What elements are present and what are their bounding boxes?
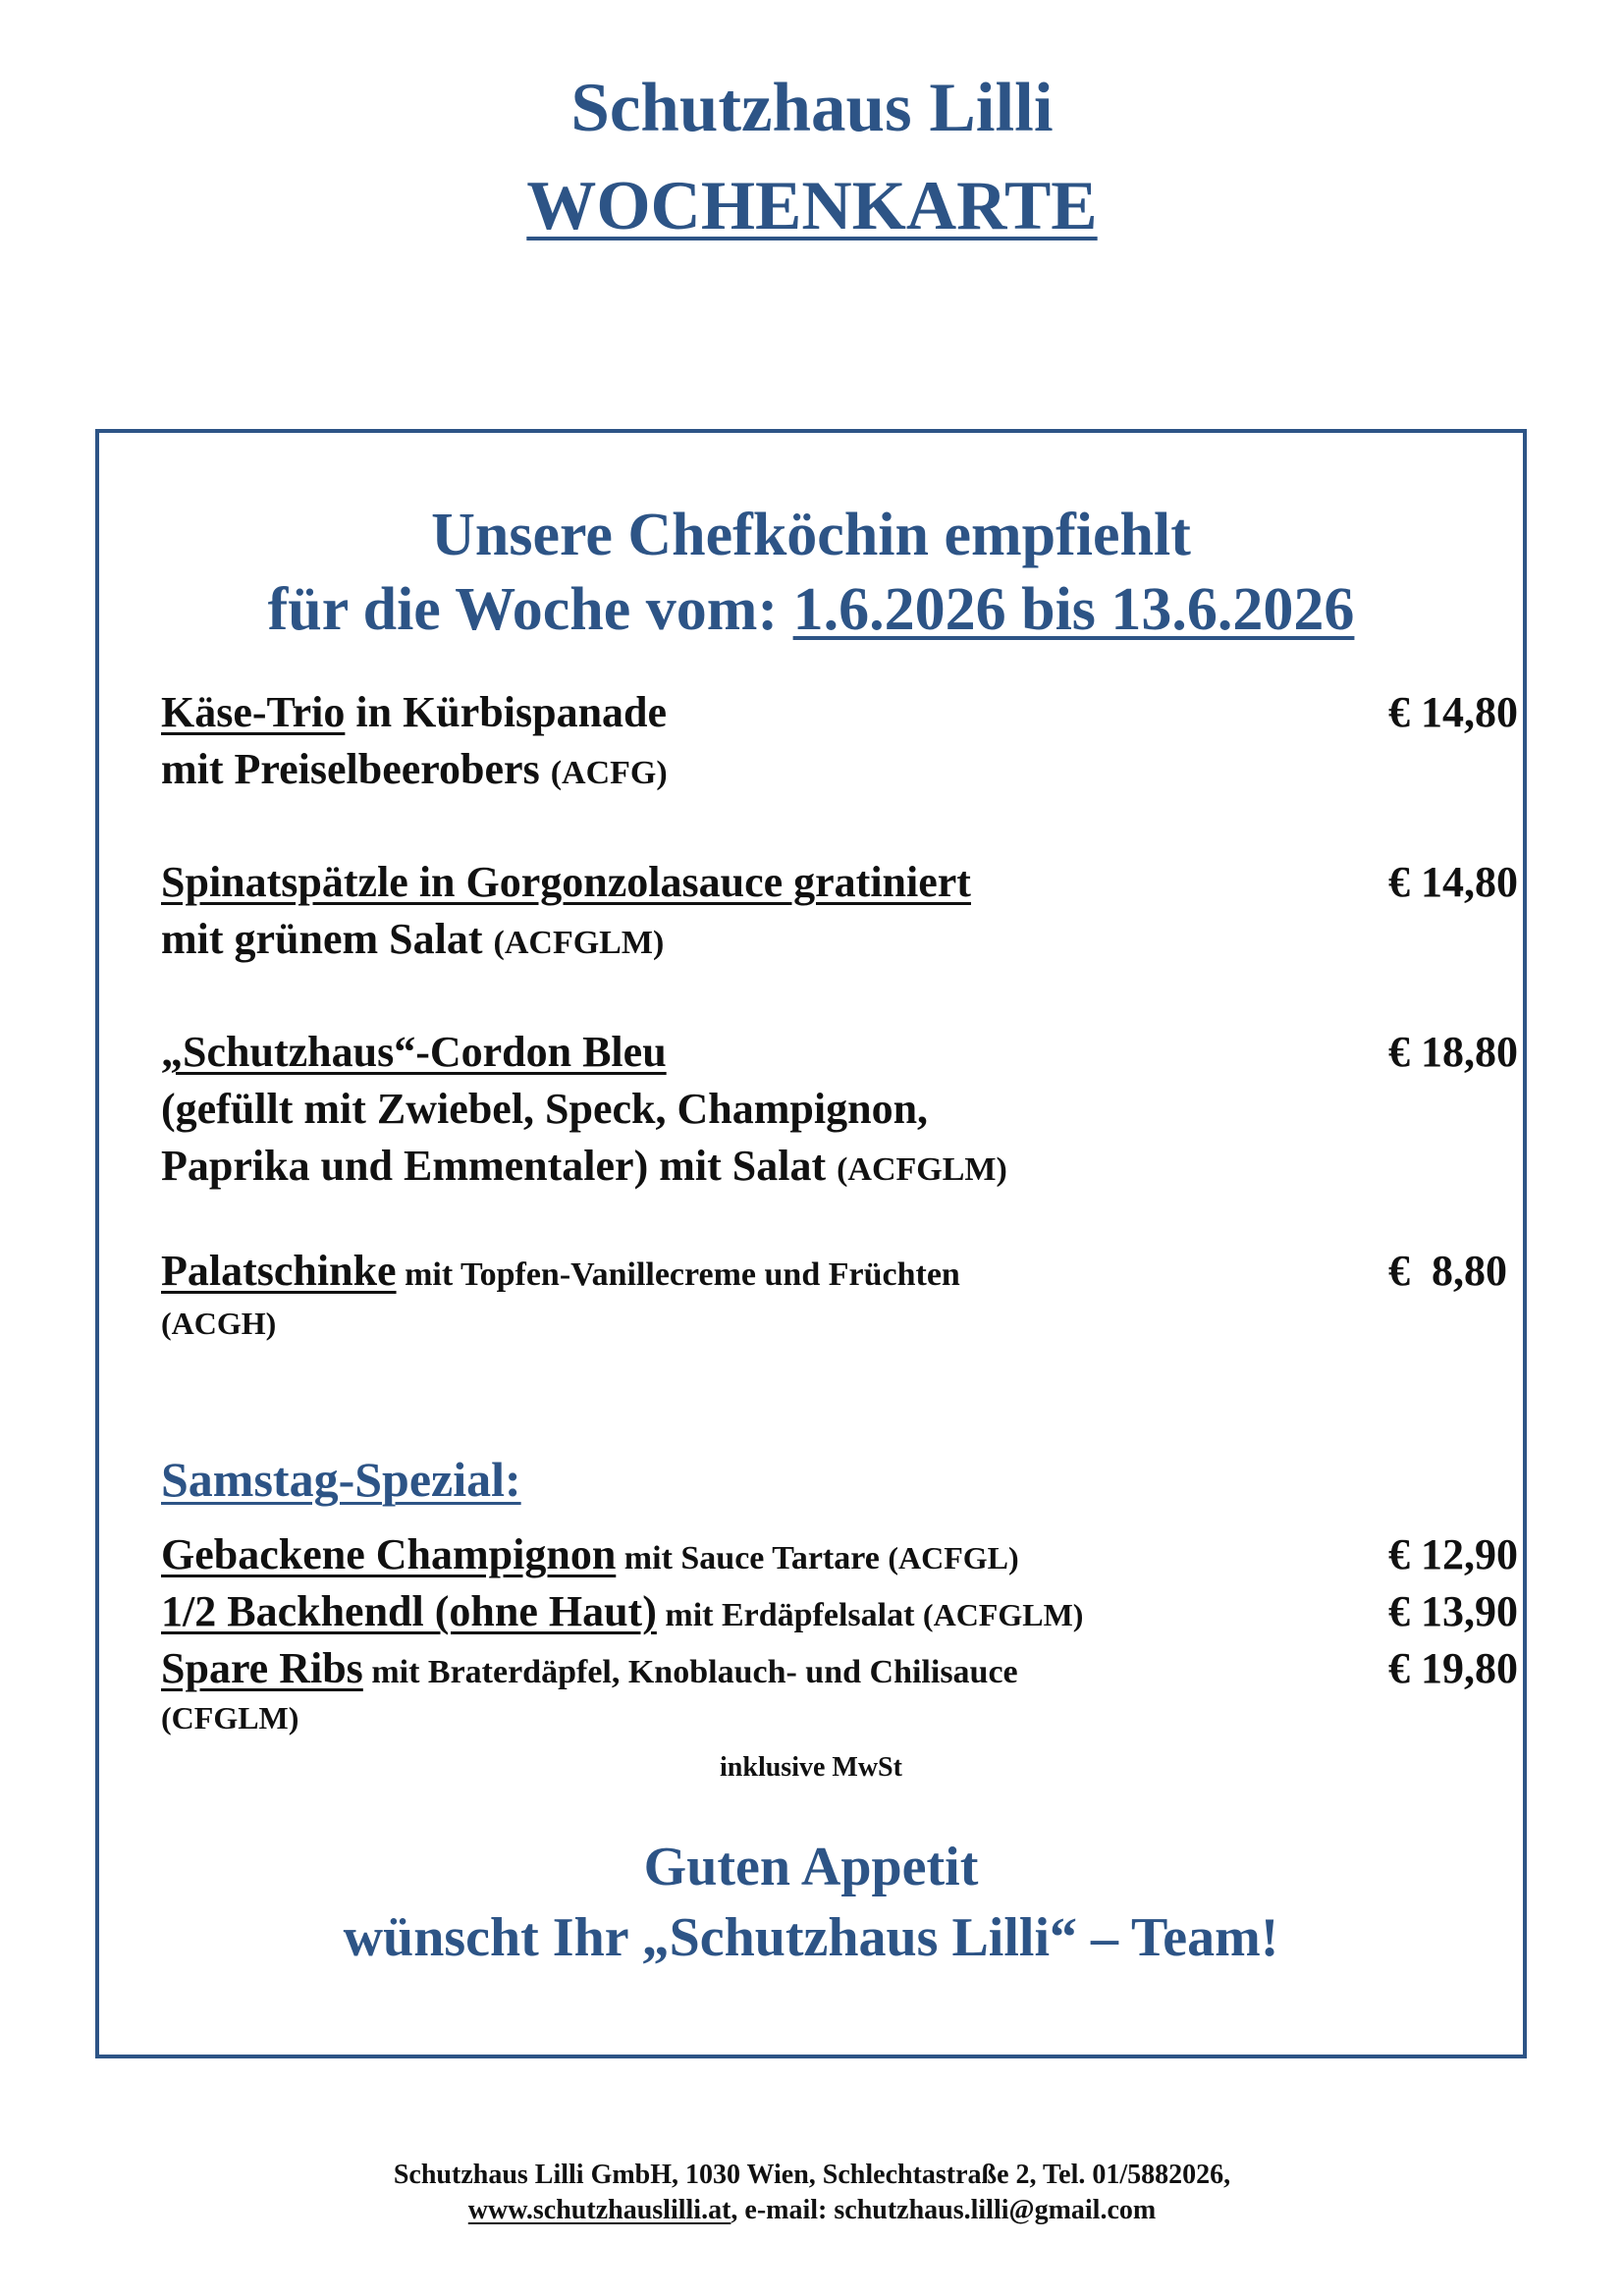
dish-line [161,684,1437,741]
dish-name: „Schutzhaus“-Cordon Bleu [161,1028,667,1076]
tax-note: inklusive MwSt [720,1752,902,1783]
dish-description: mit Topfen-Vanillecreme und Früchten [396,1256,960,1293]
dish-line [161,1583,1437,1644]
dish-item [161,854,1518,972]
dish-description: Paprika und Emmentaler) mit Salat [161,1142,838,1190]
dish-description: mit Erdäpfelsalat [656,1597,923,1633]
dish-line [161,1024,1437,1081]
dish-description: mit Sauce Tartare [616,1540,889,1576]
week-date-range: 1.6.2026 bis 13.6.2026 [792,576,1355,643]
dish-allergens: (ACFG) [550,755,668,791]
dish-description: mit Preiselbeerobers [161,745,551,793]
dish-allergens: (ACGH) [161,1306,277,1341]
special-item [161,1640,1518,1735]
dish-price: € 19,80 [1388,1644,1518,1692]
dish-line [161,1526,1437,1587]
menu-box [95,429,1527,2058]
dish-price: € 8,80 [1388,1247,1507,1295]
dish-name: 1/2 Backhendl (ohne Haut) [161,1587,657,1635]
dish-line [161,1138,1437,1199]
dish-allergens: (CFGLM) [161,1700,299,1735]
dish-name: Gebackene Champignon [161,1530,617,1578]
special-item [161,1526,1518,1587]
special-item [161,1583,1518,1644]
dish-line [161,741,1437,802]
dish-price: € 18,80 [1388,1028,1518,1076]
dish-allergens: (ACFGLM) [837,1151,1007,1188]
restaurant-name: Schutzhaus Lilli [570,70,1054,146]
dish-item [161,1024,1518,1199]
closing-line-2: wünscht Ihr „Schutzhaus Lilli“ – Team! [343,1907,1279,1968]
recommendation-line-2 [99,572,1523,647]
dish-line [161,854,1437,911]
dish-item [161,684,1518,802]
dish-price: € 14,80 [1388,688,1518,736]
recommendation-heading [99,498,1523,647]
special-title: Samstag-Spezial: [161,1452,521,1507]
dish-description: mit Braterdäpfel, Knoblauch- und Chilisauce [362,1654,1018,1690]
dish-description: in Kürbispanade [345,688,668,736]
week-label: für die Woche vom: [267,576,793,643]
dish-item [161,1243,1507,1343]
recommendation-line-1: Unsere Chefköchin empfiehlt [431,502,1191,568]
footer-email: , e-mail: schutzhaus.lilli@gmail.com [731,2195,1157,2225]
website-link[interactable]: www.schutzhauslilli.at [467,2195,731,2225]
dish-price: € 13,90 [1388,1587,1518,1635]
dish-allergens: (ACFGLM) [922,1597,1084,1632]
dish-line [161,1640,1437,1701]
dish-allergens: (ACFGLM) [493,925,665,961]
footer-address: Schutzhaus Lilli GmbH, 1030 Wien, Schlechtastraße 2, Tel. 01/5882026, [393,2160,1231,2190]
page-header [0,59,1624,255]
dish-name: Spare Ribs [161,1644,363,1692]
dish-allergens: (ACFGL) [888,1540,1019,1575]
dish-line [161,1243,1437,1304]
dish-price: € 14,80 [1388,858,1518,906]
dish-name: Käse-Trio [161,688,346,736]
footer-contact [0,2193,1624,2228]
dish-description: mit grünem Salat [161,915,494,963]
page-footer [0,2158,1624,2228]
dish-line [161,911,1437,972]
dish-name: Spinatspätzle in Gorgonzolasauce gratiniert [161,858,971,906]
dish-line: (gefüllt mit Zwiebel, Speck, Champignon, [161,1085,929,1133]
menu-title: WOCHENKARTE [526,168,1098,244]
closing-message [99,1832,1523,1973]
dish-name: Palatschinke [161,1247,397,1295]
dish-price: € 12,90 [1388,1530,1518,1578]
closing-line-1: Guten Appetit [643,1837,979,1897]
